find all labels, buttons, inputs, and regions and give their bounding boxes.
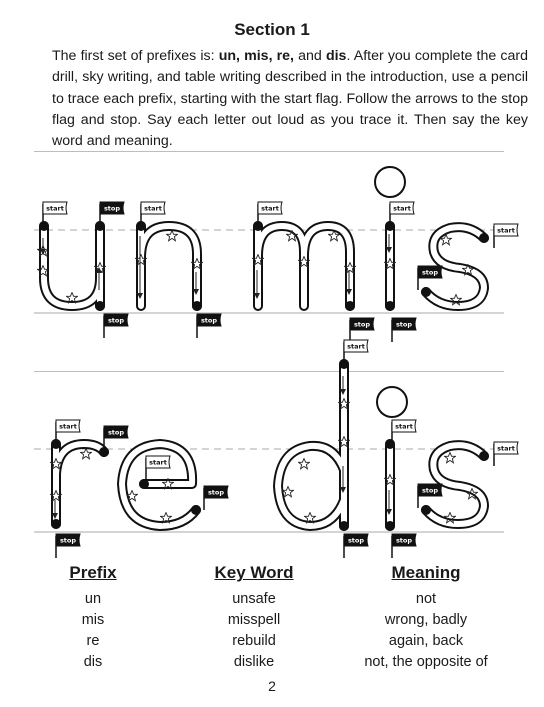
stop-flag-label: stop [347, 536, 365, 545]
stop-flag [56, 534, 80, 558]
stop-flag [392, 534, 416, 558]
prefix-dis-bold: dis [325, 48, 347, 64]
stop-flag-label: stop [200, 316, 218, 325]
intro-text-3: . After you complete the card drill, sky writing, and table writing described in the introduction, use a pencil to trace each prefix, starting with the start flag. Follow the arrows to the stop flag and stop. Say each letter out loud as you trace it. Then say the key word and meaning. [52, 48, 528, 150]
table-cell: mis [81, 612, 105, 628]
i2-dot-circle [377, 387, 407, 417]
stop-flag [418, 266, 442, 290]
table-cell: un [84, 591, 102, 607]
start-flag-label: start [59, 422, 77, 431]
stop-flag-label: stop [207, 488, 225, 497]
start-flag [392, 420, 416, 444]
keyword-header: Key Word [214, 563, 294, 582]
page-number: 2 [268, 678, 276, 694]
prefix-header: Prefix [69, 563, 117, 582]
table-cell: not [415, 591, 437, 607]
meaning-header: Meaning [391, 563, 461, 582]
table-cell: dislike [233, 654, 275, 670]
stop-flag [100, 202, 124, 226]
meaning-column [344, 563, 508, 673]
letter-tracing-area [0, 150, 544, 560]
start-flag-label: start [395, 422, 413, 431]
keyword-column [194, 563, 314, 673]
table-cell: re [86, 633, 100, 649]
stop-flag [344, 534, 368, 558]
table-cell: dis [83, 654, 103, 670]
table-cell: misspell [227, 612, 281, 628]
i-dot-circle [375, 167, 405, 197]
prefix-list-bold: un, mis, re, [218, 48, 294, 64]
stop-flag-label: stop [107, 428, 125, 437]
instructions-paragraph [52, 46, 528, 152]
stop-flag-label: stop [421, 486, 439, 495]
start-flag [494, 224, 518, 248]
table-cell: rebuild [232, 633, 276, 649]
prefix-column [48, 563, 138, 673]
stop-flag-label: stop [421, 268, 439, 277]
stop-flag-label: stop [395, 320, 413, 329]
stop-flag [418, 484, 442, 508]
letter-r-inner [56, 444, 104, 524]
start-flag-label: start [497, 226, 515, 235]
stop-flag [350, 318, 374, 342]
stop-flag [204, 486, 228, 510]
letter-d-inner [278, 364, 344, 526]
start-flag-label: start [347, 342, 365, 351]
start-flag-label: start [497, 444, 515, 453]
table-cell: not, the opposite of [364, 654, 488, 670]
start-flag [390, 202, 414, 226]
stop-flag [104, 314, 128, 338]
start-flag-label: start [149, 458, 167, 467]
section-title: Section 1 [234, 20, 310, 39]
stop-flag [197, 314, 221, 338]
stop-flag-label: stop [59, 536, 77, 545]
intro-text-2: and [294, 48, 326, 64]
intro-text-1: The first set of prefixes is: [52, 48, 219, 64]
start-flag-label: start [393, 204, 411, 213]
start-flag-label: start [261, 204, 279, 213]
stop-flag [104, 426, 128, 450]
stop-flag [392, 318, 416, 342]
stop-flag-label: stop [353, 320, 371, 329]
table-cell: again, back [388, 633, 464, 649]
start-flag-label: start [144, 204, 162, 213]
table-cell: wrong, badly [384, 612, 468, 628]
stop-flag-label: stop [103, 204, 121, 213]
start-flag [494, 442, 518, 466]
start-flag [344, 340, 368, 364]
letter-u-outline [44, 226, 100, 306]
letter-m-inner [258, 226, 350, 306]
stop-flag-label: stop [107, 316, 125, 325]
tracing-arrows [43, 234, 389, 516]
start-flag-label: start [46, 204, 64, 213]
stop-flag-label: stop [395, 536, 413, 545]
start-flag [146, 456, 170, 480]
table-cell: unsafe [232, 591, 276, 607]
